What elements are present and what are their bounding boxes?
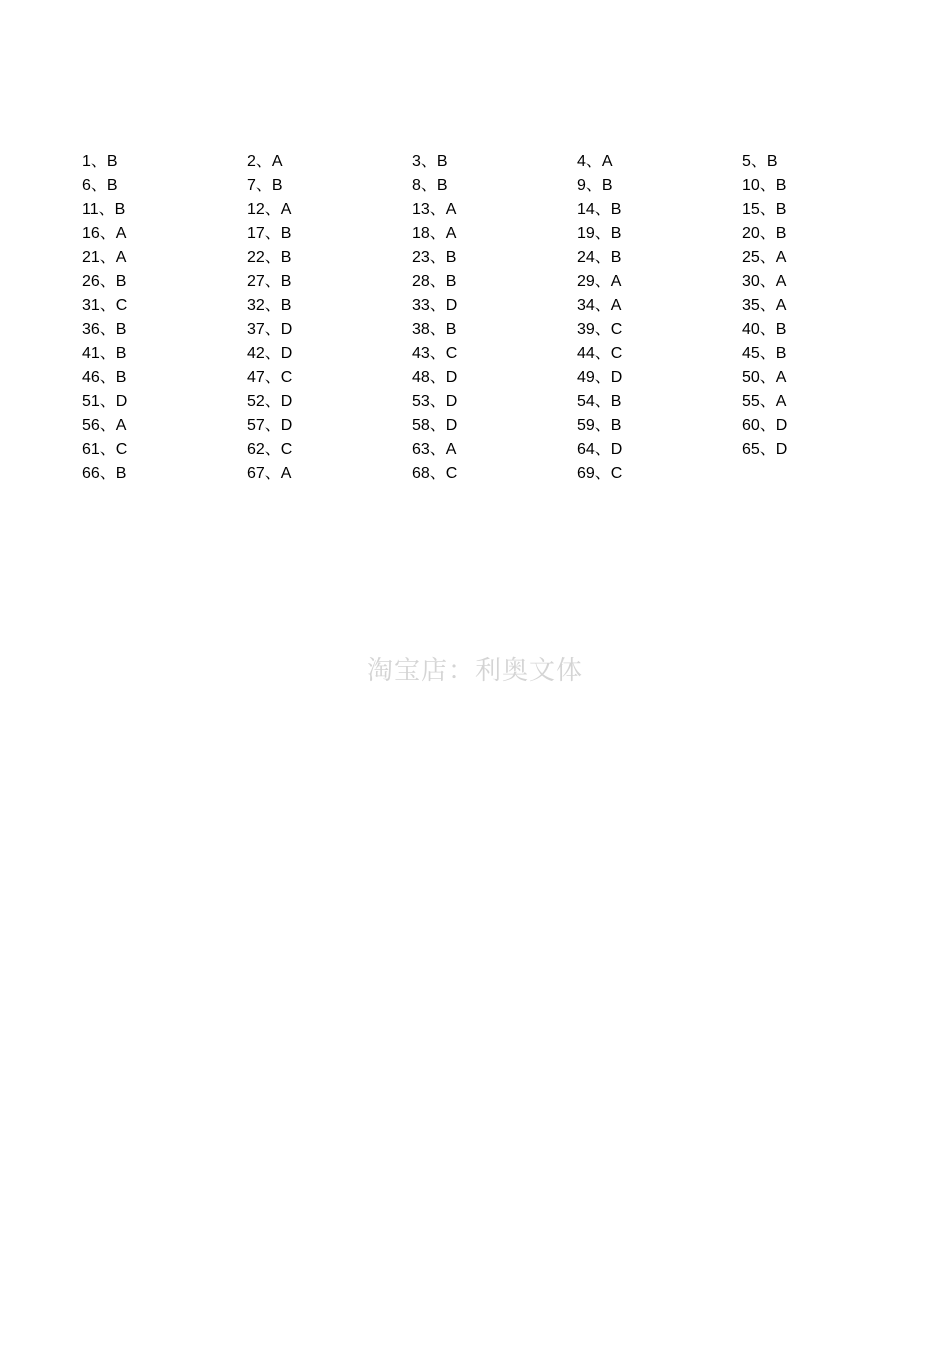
answer-item: 59、B bbox=[577, 417, 622, 434]
answer-row bbox=[82, 342, 922, 366]
answer-item: 8、B bbox=[412, 177, 448, 194]
answer-item: 53、D bbox=[412, 393, 458, 410]
answer-item: 24、B bbox=[577, 249, 622, 266]
answer-item: 46、B bbox=[82, 369, 127, 386]
answer-item: 11、B bbox=[82, 201, 126, 218]
answer-item: 21、A bbox=[82, 249, 127, 266]
answer-item: 58、D bbox=[412, 417, 458, 434]
answer-item: 7、B bbox=[247, 177, 283, 194]
answer-item: 31、C bbox=[82, 297, 128, 314]
answer-item: 38、B bbox=[412, 321, 457, 338]
answer-item: 48、D bbox=[412, 369, 458, 386]
answer-row bbox=[82, 270, 922, 294]
answer-item: 57、D bbox=[247, 417, 293, 434]
answer-item: 30、A bbox=[742, 273, 787, 290]
answer-row bbox=[82, 390, 922, 414]
answer-row bbox=[82, 438, 922, 462]
answer-item: 64、D bbox=[577, 441, 623, 458]
answer-item: 23、B bbox=[412, 249, 457, 266]
answer-item: 29、A bbox=[577, 273, 622, 290]
answer-item: 42、D bbox=[247, 345, 293, 362]
answer-item: 5、B bbox=[742, 153, 778, 170]
answer-item: 3、B bbox=[412, 153, 448, 170]
answer-key-grid bbox=[82, 150, 922, 486]
answer-item: 65、D bbox=[742, 441, 788, 458]
answer-item: 51、D bbox=[82, 393, 128, 410]
answer-row bbox=[82, 198, 922, 222]
answer-item: 2、A bbox=[247, 153, 283, 170]
answer-row bbox=[82, 462, 922, 486]
answer-item: 40、B bbox=[742, 321, 787, 338]
answer-item: 10、B bbox=[742, 177, 787, 194]
answer-item: 34、A bbox=[577, 297, 622, 314]
answer-item: 45、B bbox=[742, 345, 787, 362]
answer-item: 32、B bbox=[247, 297, 292, 314]
answer-item: 67、A bbox=[247, 465, 292, 482]
answer-item: 18、A bbox=[412, 225, 457, 242]
answer-item: 47、C bbox=[247, 369, 293, 386]
answer-item: 6、B bbox=[82, 177, 118, 194]
answer-item: 33、D bbox=[412, 297, 458, 314]
answer-item: 63、A bbox=[412, 441, 457, 458]
answer-item: 68、C bbox=[412, 465, 458, 482]
answer-item: 28、B bbox=[412, 273, 457, 290]
answer-item: 27、B bbox=[247, 273, 292, 290]
answer-item: 12、A bbox=[247, 201, 292, 218]
answer-item: 1、B bbox=[82, 153, 118, 170]
answer-row bbox=[82, 294, 922, 318]
answer-row bbox=[82, 318, 922, 342]
answer-item: 36、B bbox=[82, 321, 127, 338]
answer-item: 37、D bbox=[247, 321, 293, 338]
answer-row bbox=[82, 150, 922, 174]
answer-item: 50、A bbox=[742, 369, 787, 386]
answer-item: 44、C bbox=[577, 345, 623, 362]
shop-watermark: 淘宝店：利奥文体 bbox=[366, 656, 583, 686]
answer-item: 16、A bbox=[82, 225, 127, 242]
answer-item: 20、B bbox=[742, 225, 787, 242]
answer-item: 39、C bbox=[577, 321, 623, 338]
answer-item: 49、D bbox=[577, 369, 623, 386]
answer-item: 19、B bbox=[577, 225, 622, 242]
answer-item: 15、B bbox=[742, 201, 787, 218]
answer-item: 43、C bbox=[412, 345, 458, 362]
answer-item: 17、B bbox=[247, 225, 292, 242]
answer-item: 60、D bbox=[742, 417, 788, 434]
answer-item: 26、B bbox=[82, 273, 127, 290]
answer-item: 14、B bbox=[577, 201, 622, 218]
answer-item: 35、A bbox=[742, 297, 787, 314]
answer-item: 4、A bbox=[577, 153, 613, 170]
answer-item: 54、B bbox=[577, 393, 622, 410]
answer-item: 13、A bbox=[412, 201, 457, 218]
answer-item: 22、B bbox=[247, 249, 292, 266]
answer-item: 66、B bbox=[82, 465, 127, 482]
answer-row bbox=[82, 414, 922, 438]
answer-row bbox=[82, 246, 922, 270]
answer-item: 62、C bbox=[247, 441, 293, 458]
answer-item: 61、C bbox=[82, 441, 128, 458]
answer-row bbox=[82, 174, 922, 198]
answer-item: 41、B bbox=[82, 345, 127, 362]
answer-item: 55、A bbox=[742, 393, 787, 410]
answer-item: 69、C bbox=[577, 465, 623, 482]
answer-item: 25、A bbox=[742, 249, 787, 266]
answer-item: 9、B bbox=[577, 177, 613, 194]
answer-row bbox=[82, 222, 922, 246]
answer-item: 56、A bbox=[82, 417, 127, 434]
answer-item: 52、D bbox=[247, 393, 293, 410]
answer-row bbox=[82, 366, 922, 390]
